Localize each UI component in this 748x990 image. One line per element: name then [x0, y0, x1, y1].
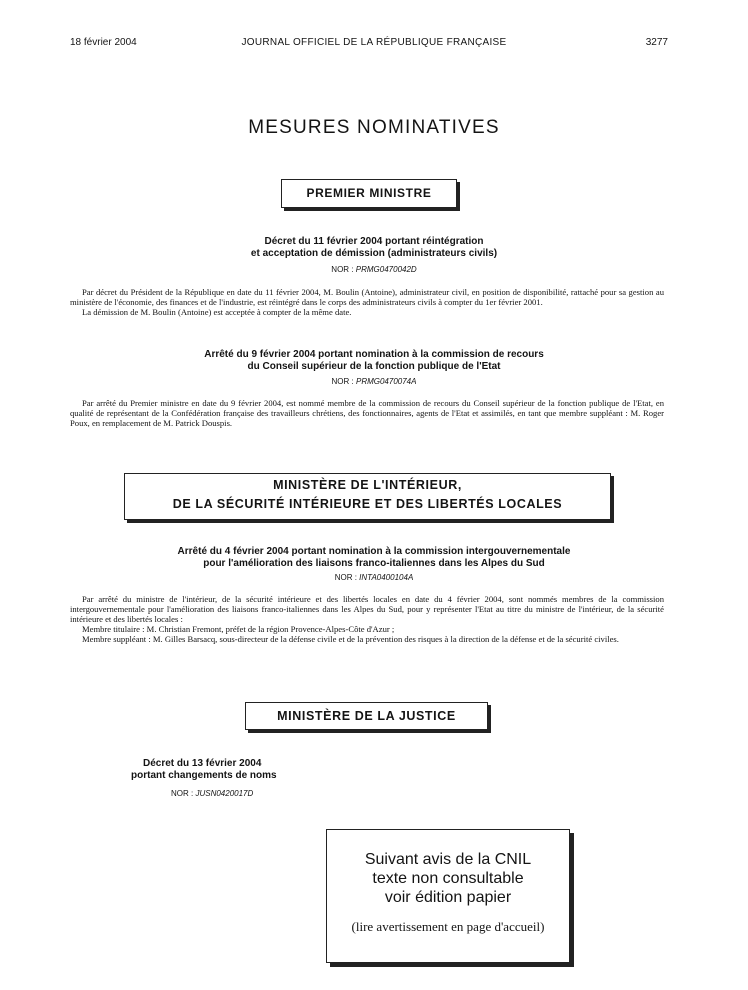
heading-line: portant changements de noms: [131, 770, 277, 781]
nor-reference: [0, 377, 748, 386]
cnil-notice-line: voir édition papier: [384, 889, 512, 906]
section-title: MINISTÈRE DE LA JUSTICE: [277, 709, 456, 723]
text-heading-arrete-9-fevrier: [0, 349, 748, 373]
nor-reference: [0, 573, 748, 582]
nor-label: NOR :: [171, 789, 194, 798]
text-heading-decret-13-fevrier: [131, 758, 277, 782]
nor-reference: [0, 265, 748, 274]
section-title: PREMIER MINISTRE: [306, 186, 432, 200]
cnil-notice-line: texte non consultable: [372, 870, 524, 887]
text-heading-arrete-4-fevrier: [0, 546, 748, 570]
cnil-notice-line: Suivant avis de la CNIL: [364, 851, 532, 868]
paragraph: Par arrêté du ministre de l'intérieur, de la sécurité intérieure et des libertés locales en date du 4 février 2004, sont nommés membres de la commission intergouvernementale pour l'amélioration des liaisons franco-italiennes dans les Alpes du Sud, pour y représenter l'Etat au titre du ministre de l'intérieur, de la sécurité intérieure et des libertés locales :: [70, 594, 664, 624]
section-ministere-justice: [245, 702, 488, 730]
heading-line: Arrêté du 4 février 2004 portant nomination à la commission intergouvernementale: [177, 546, 571, 557]
paragraph: Membre titulaire : M. Christian Fremont, préfet de la région Provence-Alpes-Côte d'Azur ;: [82, 624, 395, 634]
section-title: DE LA SÉCURITÉ INTÉRIEURE ET DES LIBERTÉS LOCALES: [172, 497, 563, 511]
nor-code: INTA0400104A: [359, 573, 414, 582]
section-ministere-interieur: [124, 473, 611, 520]
paragraph: La démission de M. Boulin (Antoine) est acceptée à compter de la même date.: [82, 307, 352, 317]
nor-reference: [171, 789, 253, 798]
heading-line: pour l'amélioration des liaisons franco-italiennes dans les Alpes du Sud: [203, 558, 545, 569]
heading-line: Arrêté du 9 février 2004 portant nomination à la commission de recours: [204, 349, 544, 360]
header-date: 18 février 2004: [70, 37, 137, 48]
paragraph: Par arrêté du Premier ministre en date du 9 février 2004, est nommé membre de la commission de recours du Conseil supérieur de la fonction publique de l'Etat, en qualité de représentant de la Confédération française des travailleurs chrétiens, des fonctionnaires, agents de l'Etat et assimilés, en tant que membre suppléant : M. Roger Poux, en remplacement de M. Patrick Douspis.: [70, 398, 664, 428]
cnil-notice-note: (lire avertissement en page d'accueil): [351, 919, 545, 934]
paragraph: Membre suppléant : M. Gilles Barsacq, sous-directeur de la défense civile et de la prévention des risques à la direction de la défense et de la sécurité civiles.: [82, 634, 619, 644]
text-body: [70, 398, 664, 428]
text-body: [70, 287, 664, 317]
header-journal: JOURNAL OFFICIEL DE LA RÉPUBLIQUE FRANÇAISE: [241, 37, 507, 48]
text-body: [70, 594, 664, 644]
paragraph: Par décret du Président de la République en date du 11 février 2004, M. Boulin (Antoine), administrateur civil, en position de disponibilité, rattaché pour sa gestion au ministère de l'économie, des finances et de l'industrie, est réintégré dans le corps des administrateurs civils à compter du 1er février 2001.: [70, 287, 664, 307]
text-heading-decret-11-fevrier: [0, 236, 748, 260]
heading-line: Décret du 11 février 2004 portant réintégration: [264, 236, 484, 247]
page-title: MESURES NOMINATIVES: [248, 117, 500, 138]
nor-code: PRMG0470042D: [355, 265, 417, 274]
nor-code: JUSN0420017D: [195, 789, 254, 798]
cnil-notice-box: [326, 829, 570, 963]
heading-line: du Conseil supérieur de la fonction publique de l'Etat: [247, 361, 501, 372]
section-premier-ministre: [281, 179, 457, 208]
nor-label: NOR :: [331, 265, 354, 274]
header-page-number: 3277: [645, 37, 668, 48]
section-title: MINISTÈRE DE L'INTÉRIEUR,: [273, 478, 462, 492]
nor-label: NOR :: [334, 573, 357, 582]
nor-code: PRMG0470074A: [355, 377, 417, 386]
heading-line: Décret du 13 février 2004: [143, 758, 262, 769]
heading-line: et acceptation de démission (administrateurs civils): [250, 248, 498, 259]
nor-label: NOR :: [331, 377, 354, 386]
